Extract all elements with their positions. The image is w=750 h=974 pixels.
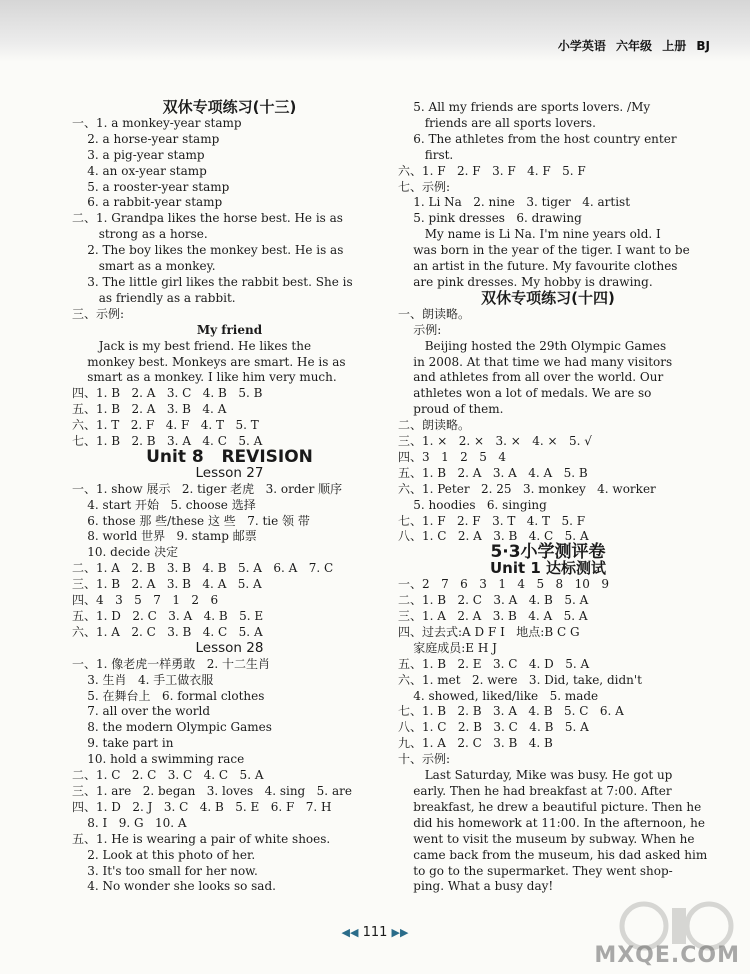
answer-line: 三、1. A 2. A 3. B 4. A 5. A xyxy=(398,609,588,623)
answer-line: 5. pink dresses 6. drawing xyxy=(398,211,582,226)
answer-line: 六、1. A 2. C 3. B 4. C 5. A xyxy=(72,624,263,639)
answer-line: was born in the year of the tiger. I want to be xyxy=(398,243,690,258)
answer-line: 十、示例: xyxy=(398,752,451,767)
answer-line: 一、朗读略。 xyxy=(398,306,471,321)
answer-line: an artist in the future. My favourite clothes xyxy=(398,259,678,274)
answer-line: 7. all over the world xyxy=(72,704,211,719)
answer-line: first. xyxy=(398,147,454,162)
answer-line: went to visit the museum by subway. When he xyxy=(398,831,695,846)
answer-line: 5. a rooster-year stamp xyxy=(72,179,230,194)
answer-line: 5. 在舞台上 6. formal clothes xyxy=(72,688,265,703)
answer-line: 9. take part in xyxy=(72,736,174,751)
answer-line: 七、1. F 2. F 3. T 4. T 5. F xyxy=(398,513,586,528)
answer-line: 二、1. A 2. B 3. B 4. B 5. A 6. A 7. C xyxy=(72,561,334,576)
section-heading: 双休专项练习(十四) xyxy=(481,288,615,307)
watermark-text: MXQE.COM xyxy=(594,943,740,968)
answer-line: My name is Li Na. I'm nine years old. I xyxy=(398,227,661,242)
answer-line: 三、示例: xyxy=(72,306,125,321)
answer-line: Last Saturday, Mike was busy. He got up xyxy=(398,768,673,783)
answer-line: 六、1. Peter 2. 25 3. monkey 4. worker xyxy=(398,481,656,496)
answer-line: 10. decide 决定 xyxy=(72,545,179,560)
answer-line: 五、1. B 2. E 3. C 4. D 5. A xyxy=(398,656,590,671)
lesson-heading: Lesson 28 xyxy=(195,639,264,656)
answer-line: breakfast, he drew a beautiful picture. Then he xyxy=(398,799,702,814)
answer-line: 六、1. T 2. F 4. F 4. T 5. T xyxy=(72,418,259,433)
answer-line: and athletes from all over the world. Our xyxy=(398,370,664,385)
answer-line: 三、1. × 2. × 3. × 4. × 5. √ xyxy=(398,434,592,449)
unit-heading: Unit 8 REVISION xyxy=(146,446,313,467)
answer-line: 四、过去式:A D F I 地点:B C G xyxy=(398,624,580,639)
answer-line: 六、1. met 2. were 3. Did, take, didn't xyxy=(398,672,642,687)
answer-line: 二、1. B 2. C 3. A 4. B 5. A xyxy=(398,593,589,608)
answer-line: 一、1. 像老虎一样勇敢 2. 十二生肖 xyxy=(72,656,270,671)
header-title: 小学英语 六年级 上册 BJ xyxy=(557,39,710,53)
answer-line: 4. start 开始 5. choose 选择 xyxy=(72,497,256,512)
answer-line: Jack is my best friend. He likes the xyxy=(72,338,312,353)
answer-line: athletes won a lot of medals. We are so xyxy=(398,386,652,401)
answer-line: 3. It's too small for her now. xyxy=(72,863,258,878)
answer-line: as friendly as a rabbit. xyxy=(72,290,236,305)
section-heading: Unit 1 达标测试 xyxy=(489,559,607,578)
right-column xyxy=(398,100,708,895)
answer-line: 四、1. B 2. A 3. C 4. B 5. B xyxy=(72,386,263,401)
answer-line: 家庭成员:E H J xyxy=(398,640,497,655)
answer-line: strong as a horse. xyxy=(72,227,208,242)
answer-line: 2. Look at this photo of her. xyxy=(72,847,256,862)
composition-title: My friend xyxy=(196,322,263,337)
answer-line: 6. those 那 些/these 这 些 7. tie 领 带 xyxy=(72,513,310,528)
answer-line: 六、1. F 2. F 3. F 4. F 5. F xyxy=(398,163,586,178)
answer-line: 4. showed, liked/like 5. made xyxy=(398,688,599,703)
answer-line: friends are all sports lovers. xyxy=(398,115,596,130)
answer-line: 8. the modern Olympic Games xyxy=(72,720,272,735)
unit-heading: 5·3小学测评卷 xyxy=(490,542,606,563)
answer-line: proud of them. xyxy=(398,402,504,417)
answer-line: 一、1. a monkey-year stamp xyxy=(72,115,242,130)
answer-line: 一、1. show 展示 2. tiger 老虎 3. order 顺序 xyxy=(72,481,343,496)
answer-line: 七、示例: xyxy=(398,179,451,194)
answer-line: 示例: xyxy=(398,322,442,337)
answer-line: 五、1. He is wearing a pair of white shoes. xyxy=(72,831,331,846)
answer-line: 5. All my friends are sports lovers. /My xyxy=(398,100,651,114)
answer-line: 4. No wonder she looks so sad. xyxy=(72,879,276,894)
answer-line: came back from the museum, his dad asked him xyxy=(398,847,708,862)
answer-line: 三、1. B 2. A 3. B 4. A 5. A xyxy=(72,577,262,592)
answer-line: 6. a rabbit-year stamp xyxy=(72,195,223,210)
answer-line: 八、1. C 2. A 3. B 4. C 5. A xyxy=(398,529,589,544)
answer-line: 八、1. C 2. B 3. C 4. B 5. A xyxy=(398,720,589,735)
answer-line: are pink dresses. My hobby is drawing. xyxy=(398,274,653,289)
answer-line: smart as a monkey. I like him very much. xyxy=(72,370,337,385)
answer-line: in 2008. At that time we had many visitors xyxy=(398,354,673,369)
answer-line: 五、1. D 2. C 3. A 4. B 5. E xyxy=(72,609,264,623)
answer-line: 四、4 3 5 7 1 2 6 xyxy=(72,593,219,608)
answer-line: 3. The little girl likes the rabbit best. She is xyxy=(72,274,353,289)
section-heading: 双休专项练习(十三) xyxy=(162,98,297,116)
answer-line: 五、1. B 2. A 3. B 4. A xyxy=(72,402,227,417)
next-arrows-icon: ▶▶ xyxy=(391,926,409,939)
answer-line: 七、1. B 2. B 3. A 4. B 5. C 6. A xyxy=(398,704,624,719)
lesson-heading: Lesson 27 xyxy=(195,464,264,481)
answer-line: 8. I 9. G 10. A xyxy=(72,815,187,830)
answer-line: did his homework at 11:00. In the afternoon, he xyxy=(398,815,705,830)
answer-line: 3. 生肖 4. 手工做衣服 xyxy=(72,672,214,687)
answer-line: 二、朗读略。 xyxy=(398,418,471,433)
answer-line: 七、1. B 2. B 3. A 4. C 5. A xyxy=(72,434,263,449)
answer-line: 6. The athletes from the host country enter xyxy=(398,131,677,146)
answer-line: monkey best. Monkeys are smart. He is as xyxy=(72,354,346,369)
answer-line: Beijing hosted the 29th Olympic Games xyxy=(398,338,667,353)
answer-line: 5. hoodies 6. singing xyxy=(398,497,547,512)
answer-line: 8. world 世界 9. stamp 邮票 xyxy=(72,529,257,544)
page-header xyxy=(0,0,750,62)
answer-line: 二、1. Grandpa likes the horse best. He is as xyxy=(72,211,343,226)
answer-line: ping. What a busy day! xyxy=(398,879,554,894)
answer-line: 九、1. A 2. C 3. B 4. B xyxy=(398,736,553,751)
answer-line: 四、1. D 2. J 3. C 4. B 5. E 6. F 7. H xyxy=(72,799,332,814)
answer-line: 3. a pig-year stamp xyxy=(72,147,205,162)
answer-line: 四、3 1 2 5 4 xyxy=(398,449,506,464)
answer-line: 10. hold a swimming race xyxy=(72,752,245,767)
answer-line: 二、1. C 2. C 3. C 4. C 5. A xyxy=(72,768,264,783)
answer-line: 2. a horse-year stamp xyxy=(72,131,220,146)
answer-line: 五、1. B 2. A 3. A 4. A 5. B xyxy=(398,465,588,480)
answer-line: to go to the supermarket. They went shop- xyxy=(398,863,673,878)
left-column xyxy=(72,100,387,895)
page-number-bar xyxy=(305,925,445,940)
page-number: 111 xyxy=(362,925,388,940)
answer-line: smart as a monkey. xyxy=(72,259,216,274)
answer-line: 三、1. are 2. began 3. loves 4. sing 5. are xyxy=(72,783,352,798)
answer-line: 2. The boy likes the monkey best. He is as xyxy=(72,243,344,258)
prev-arrows-icon: ◀◀ xyxy=(341,926,359,939)
answer-line: 1. Li Na 2. nine 3. tiger 4. artist xyxy=(398,195,631,210)
answer-line: 一、2 7 6 3 1 4 5 8 10 9 xyxy=(398,577,609,592)
answer-line: early. Then he had breakfast at 7:00. After xyxy=(398,783,672,798)
answer-line: 4. an ox-year stamp xyxy=(72,163,207,178)
